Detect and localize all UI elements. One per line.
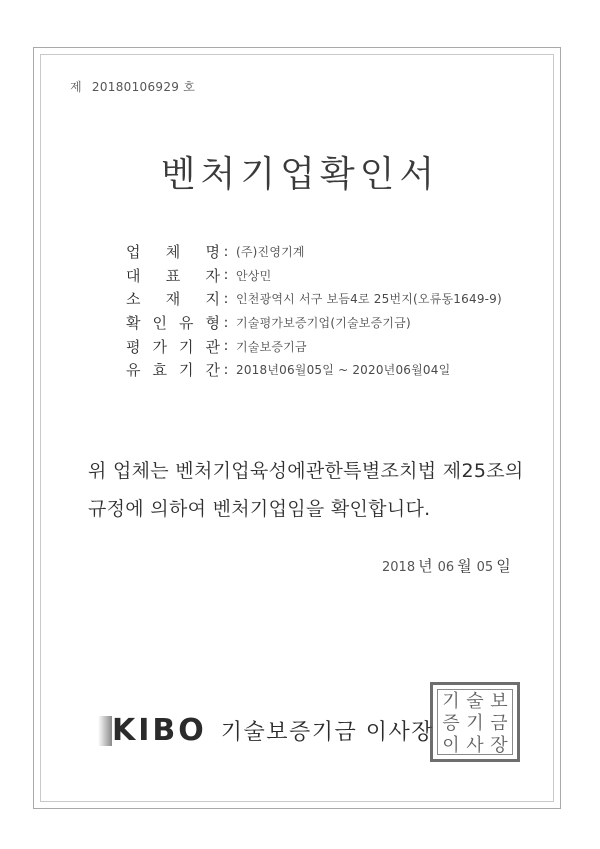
field-label: 유 효 기 간 — [126, 361, 220, 380]
field-label: 대 표 자 — [126, 266, 220, 285]
seal-characters — [439, 691, 511, 756]
field-colon: : — [223, 267, 229, 284]
field-value: 기술보증기금 — [236, 339, 307, 354]
field-label: 소 재 지 — [126, 290, 220, 309]
field-value: (주)진영기계 — [236, 245, 305, 260]
seal-character: 보 — [490, 691, 508, 712]
issuer-block — [98, 712, 435, 748]
statement-line-1: 위 업체는 벤처기업육성에관한특별조치법 제25조의 — [88, 460, 524, 482]
field-colon: : — [223, 290, 229, 307]
field-row — [126, 287, 502, 311]
certificate-number — [70, 78, 195, 95]
seal-character: 기 — [466, 713, 484, 734]
seal-character: 사 — [466, 735, 484, 756]
kibo-logo: KIBO — [112, 712, 207, 748]
certificate-number-prefix: 제 — [70, 80, 82, 94]
field-label: 업 체 명 — [126, 243, 220, 262]
seal-character: 이 — [442, 735, 460, 756]
certificate-fields — [126, 240, 502, 382]
issue-year-unit: 년 — [418, 557, 433, 575]
certificate-statement — [88, 452, 558, 528]
field-row — [126, 240, 502, 264]
issue-day-unit: 일 — [496, 557, 511, 575]
certificate-number-value: 20180106929 — [91, 80, 180, 94]
field-value: 2018년06월05일 ~ 2020년06월04일 — [236, 363, 451, 378]
field-value: 인천광역시 서구 보듬4로 25번지(오류동1649-9) — [236, 292, 502, 307]
statement-line-2: 규정에 의하여 벤처기업임을 확인합니다. — [88, 498, 431, 520]
issue-year: 2018 — [382, 560, 416, 575]
issue-date — [382, 555, 516, 576]
field-colon: : — [223, 243, 229, 260]
logo-gradient-bar — [98, 716, 112, 746]
field-row — [126, 358, 502, 382]
seal-character: 기 — [442, 691, 460, 712]
seal-character: 술 — [466, 691, 484, 712]
field-label: 확 인 유 형 — [126, 314, 220, 333]
issue-month: 06 — [437, 560, 455, 575]
field-row — [126, 264, 502, 288]
issue-month-unit: 월 — [457, 557, 472, 575]
issue-day: 05 — [476, 560, 494, 575]
certificate-number-suffix: 호 — [183, 80, 196, 94]
field-colon: : — [223, 361, 229, 378]
certificate-title: 벤처기업확인서 — [160, 154, 440, 195]
field-colon: : — [223, 338, 229, 355]
field-row — [126, 334, 502, 358]
issuer-name: 기술보증기금 이사장 — [220, 720, 435, 745]
field-label: 평 가 기 관 — [126, 337, 220, 356]
official-seal-stamp — [430, 682, 520, 762]
field-value: 안상민 — [236, 268, 272, 283]
seal-character: 금 — [490, 713, 508, 734]
field-colon: : — [223, 314, 229, 331]
field-value: 기술평가보증기업(기술보증기금) — [236, 316, 411, 331]
field-row — [126, 311, 502, 335]
seal-character: 장 — [490, 735, 508, 756]
seal-character: 증 — [442, 713, 460, 734]
